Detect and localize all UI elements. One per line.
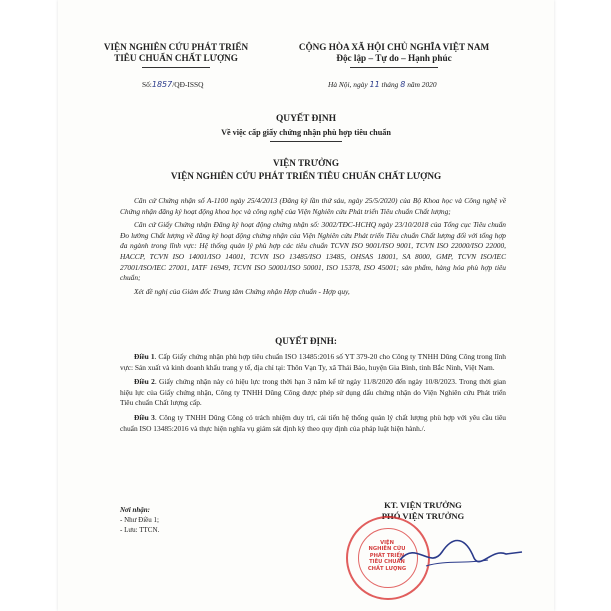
recipients-title: Nơi nhận: xyxy=(120,506,151,514)
org-name-line2: TIÊU CHUẨN CHẤT LƯỢNG xyxy=(114,53,238,63)
preamble-paragraph-2: Căn cứ Giấy Chứng nhận Đăng ký hoạt động chứng nhận số: 3002/TĐC-HCHQ ngày 23/10/2018 của Tổng cục Tiêu chuẩn Đo lường Chất lượng về đăng ký hoạt động chứng nhận của Viện Nghiên cứu Phát triển Tiêu chuẩn Chất lượng đối với tổng hợp đa ngành trong lĩnh vực: Hệ thống quản lý phù hợp các tiêu chuẩn TCVN ISO 9001/ISO 9001, TCVN ISO 22000/ISO 22000, HACCP, TCVN ISO 14001/ISO 14001, TCVN ISO 13485/ISO 13485, OHSAS 18001, SA 8000, GMP, TCVN ISO/IEC 27001/ISO/IEC 27001, IATF 16949, TCVN ISO 50001/ISO 50001, ISO 15378, ISO 45001; sản phẩm, hàng hóa phù hợp tiêu chuẩn; xyxy=(120,220,506,283)
preamble xyxy=(120,196,506,297)
article-3-text: . Công ty TNHH Dũng Công có trách nhiệm duy trì, cải tiến hệ thống quản lý chất lượng phù hợp với yêu cầu tiêu chuẩn ISO 13485:2016 và thực hiện nghĩa vụ giám sát định kỳ theo quy định của pháp luật hiện hành./. xyxy=(120,412,506,433)
article-1-text: . Cấp Giấy chứng nhận phù hợp tiêu chuẩn ISO 13485:2016 số YT 379-20 cho Công ty TNHH Dũng Công trong lĩnh vực: Sản xuất và kinh doanh khẩu trang y tế, địa chỉ tại: Thôn Vạn Ty, xã Thái Bảo, huyện Gia Bình, tỉnh Bắc Ninh, Việt Nam. xyxy=(120,352,507,372)
authority-title: VIỆN TRƯỞNG xyxy=(272,158,340,168)
org-underline xyxy=(142,67,210,68)
document-page xyxy=(58,0,554,611)
country-name: CỘNG HÒA XÃ HỘI CHỦ NGHĨA VIỆT NAM xyxy=(298,42,490,52)
article-2 xyxy=(120,377,506,409)
seal-line: NGHIÊN CỨU xyxy=(368,546,406,553)
recipient-item: - Lưu: TTCN. xyxy=(120,526,160,534)
decision-subject: Về việc cấp giấy chứng nhận phù hợp tiêu chuẩn xyxy=(221,128,391,137)
seal-line: TIÊU CHUẨN xyxy=(369,559,405,566)
number-suffix: /QĐ-ISSQ xyxy=(172,80,204,89)
decision-title: QUYẾT ĐỊNH xyxy=(276,114,336,124)
org-name xyxy=(96,42,256,64)
decision-date xyxy=(328,80,528,91)
date-day: 11 xyxy=(369,80,380,89)
date-month: 8 xyxy=(400,80,406,89)
recipient-item: - Như Điều 1; xyxy=(120,516,159,524)
decision-number xyxy=(142,80,262,91)
date-suffix: năm 2020 xyxy=(407,80,437,89)
motto-underline xyxy=(350,67,438,68)
signature-scribble xyxy=(396,530,526,580)
subject-underline xyxy=(270,141,342,142)
article-3 xyxy=(120,413,506,434)
article-2-text: . Giấy chứng nhận này có hiệu lực trong thời hạn 3 năm kể từ ngày 11/8/2020 đến ngày 10/8/2023. Trong thời gian hiệu lực của Giấy chứng nhận, Công ty TNHH Dũng Công được phép sử dụng dấu chứng nhận do Viện Nghiên cứu Phát triển Tiêu chuẩn Chất lượng cấp. xyxy=(120,377,506,408)
signature-title-1: KT. VIỆN TRƯỞNG xyxy=(384,500,462,510)
article-1-label: Điều 1 xyxy=(134,352,155,361)
motto: Độc lập – Tự do – Hạnh phúc xyxy=(336,53,452,63)
authority-org: VIỆN NGHIÊN CỨU PHÁT TRIỂN TIÊU CHUẨN CHẤT LƯỢNG xyxy=(170,171,442,181)
decision-heading: QUYẾT ĐỊNH: xyxy=(275,336,337,346)
number-handwritten: 1857 xyxy=(151,80,173,89)
recipients xyxy=(120,505,260,535)
org-name-line1: VIỆN NGHIÊN CỨU PHÁT TRIỂN xyxy=(103,42,249,52)
seal-line: VIỆN xyxy=(380,540,394,546)
preamble-paragraph-3: Xét đề nghị của Giám đốc Trung tâm Chứng nhận Hợp chuẩn - Hợp quy, xyxy=(134,286,350,296)
seal-line: PHÁT TRIỂN xyxy=(369,552,405,559)
preamble-paragraph-1: Căn cứ Chứng nhận số A-1100 ngày 25/4/2013 (Đăng ký lần thứ sáu, ngày 25/5/2020) của Bộ Khoa học và Công nghệ về Chứng nhận đăng ký hoạt động khoa học và công nghệ của Viện Nghiên cứu Phát triển Tiêu chuẩn Chất lượng; xyxy=(120,196,506,216)
articles xyxy=(120,352,506,434)
country-motto xyxy=(274,42,514,64)
seal-line: CHẤT LƯỢNG xyxy=(367,565,407,572)
article-1 xyxy=(120,352,506,373)
date-month-label: tháng xyxy=(381,80,399,89)
article-3-label: Điều 3 xyxy=(134,412,155,422)
number-prefix: Số: xyxy=(142,80,152,89)
signature-title-2: PHÓ VIỆN TRƯỞNG xyxy=(381,511,465,521)
article-2-label: Điều 2 xyxy=(134,377,155,387)
date-prefix: Hà Nội, ngày xyxy=(328,80,368,89)
